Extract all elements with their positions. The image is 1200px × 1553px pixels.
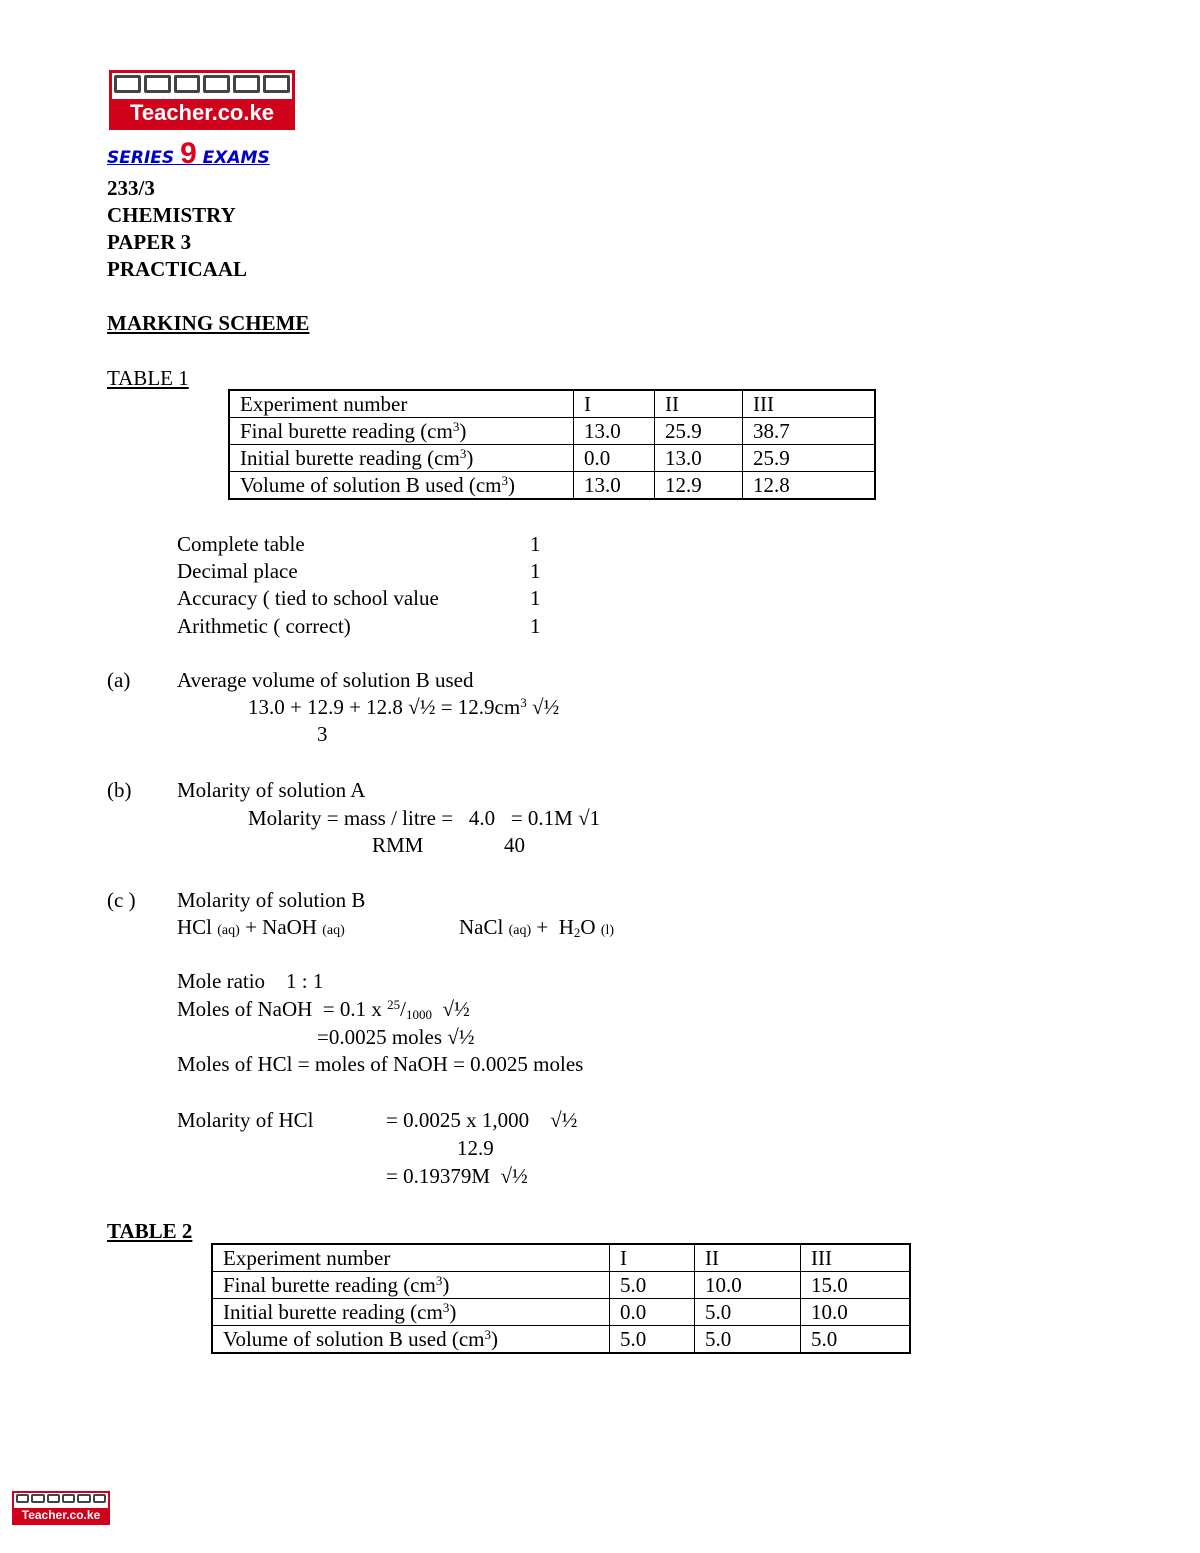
logo-tiles xyxy=(16,1494,106,1503)
cell-value: 5.0 xyxy=(801,1326,911,1354)
header-cell: Experiment number xyxy=(212,1244,610,1272)
part-a-letter: (a) xyxy=(107,668,131,692)
part-c-title: Molarity of solution B xyxy=(177,888,366,912)
cell-value: 15.0 xyxy=(801,1272,911,1299)
cell-value: 0.0 xyxy=(574,445,655,472)
part-a-denominator: 3 xyxy=(317,722,328,746)
header-cell: III xyxy=(743,390,876,418)
cell-value: 12.9 xyxy=(655,472,743,500)
mark-label: Complete table xyxy=(177,532,305,556)
part-b-forty: 40 xyxy=(504,833,525,857)
reaction-reactants: HCl (aq) + NaOH (aq) xyxy=(177,915,345,939)
paper-code: 233/3 xyxy=(107,176,155,200)
part-b-letter: (b) xyxy=(107,778,132,802)
part-b-rmm: RMM xyxy=(372,833,424,857)
cell-value: 5.0 xyxy=(610,1272,695,1299)
table2-label: TABLE 2 xyxy=(107,1219,193,1243)
cell-value: 25.9 xyxy=(655,418,743,445)
table-row xyxy=(229,445,875,472)
table-row xyxy=(212,1326,910,1354)
marking-scheme-title: MARKING SCHEME xyxy=(107,311,310,335)
series-number: 9 xyxy=(180,137,197,170)
table1-label: TABLE 1 xyxy=(107,366,189,390)
cell-value: 13.0 xyxy=(574,472,655,500)
table1 xyxy=(228,389,876,500)
cell-value: 5.0 xyxy=(695,1299,801,1326)
paper-type: PRACTICAAL xyxy=(107,257,248,281)
reaction-products: NaCl $(aq) + H_2O$ (l) xyxy=(459,915,615,940)
cell-value: 25.9 xyxy=(743,445,876,472)
header-cell: I xyxy=(574,390,655,418)
series-title xyxy=(107,137,270,171)
mole-ratio: Mole ratio 1 : 1 xyxy=(177,969,324,993)
logo-tiles xyxy=(114,75,290,93)
cell-value: 10.0 xyxy=(801,1299,911,1326)
part-c-letter: (c ) xyxy=(107,888,136,912)
cell-value: 12.8 xyxy=(743,472,876,500)
table-header-row xyxy=(229,390,875,418)
teacher-logo xyxy=(109,70,295,130)
table-row xyxy=(212,1299,910,1326)
header-cell: I xyxy=(610,1244,695,1272)
table2 xyxy=(211,1243,911,1354)
row-label: Final burette reading $(cm^3)$ xyxy=(229,418,574,445)
molarity-hcl-denominator: 12.9 xyxy=(457,1136,494,1160)
moles-naoh-result: =0.0025 moles √½ xyxy=(317,1025,475,1049)
row-label: Volume of solution B used $(cm^3)$ xyxy=(229,472,574,500)
cell-value: 0.0 xyxy=(610,1299,695,1326)
molarity-hcl-line1: = 0.0025 x 1,000 √½ xyxy=(386,1108,578,1132)
molarity-hcl-label: Molarity of HCl xyxy=(177,1108,314,1132)
mark-value: 1 xyxy=(530,614,541,638)
cell-value: 5.0 xyxy=(610,1326,695,1354)
part-a-title: Average volume of solution B used xyxy=(177,668,474,692)
row-label: Initial burette reading $(cm^3)$ xyxy=(229,445,574,472)
footer-teacher-logo xyxy=(12,1491,110,1525)
mark-label: Decimal place xyxy=(177,559,298,583)
row-label: Final burette reading $(cm^3)$ xyxy=(212,1272,610,1299)
logo-text: Teacher.co.ke xyxy=(112,99,292,127)
molarity-hcl-result: = 0.19379M √½ xyxy=(386,1164,528,1188)
table-row xyxy=(229,418,875,445)
header-cell: Experiment number xyxy=(229,390,574,418)
cell-value: 38.7 xyxy=(743,418,876,445)
table-row xyxy=(229,472,875,500)
paper-number: PAPER 3 xyxy=(107,230,192,254)
series-prefix: SERIES xyxy=(107,148,175,168)
cell-value: 13.0 xyxy=(574,418,655,445)
row-label: Volume of solution B used $(cm^3)$ xyxy=(212,1326,610,1354)
part-b-formula: Molarity = mass / litre = 4.0 = 0.1M √1 xyxy=(248,806,601,830)
header-cell: III xyxy=(801,1244,911,1272)
moles-naoh: Moles of NaOH = 0.1 x $^{25}/_{1000}$ √½ xyxy=(177,997,470,1022)
table-header-row xyxy=(212,1244,910,1272)
header-cell: II xyxy=(655,390,743,418)
mark-value: 1 xyxy=(530,559,541,583)
subject: CHEMISTRY xyxy=(107,203,236,227)
moles-hcl: Moles of HCl = moles of NaOH = 0.0025 moles xyxy=(177,1052,584,1076)
cell-value: 5.0 xyxy=(695,1326,801,1354)
mark-label: Arithmetic ( correct) xyxy=(177,614,351,638)
part-b-title: Molarity of solution A xyxy=(177,778,366,802)
header-cell: II xyxy=(695,1244,801,1272)
series-suffix: EXAMS xyxy=(202,148,270,168)
mark-value: 1 xyxy=(530,532,541,556)
footer-logo-text: Teacher.co.ke xyxy=(14,1508,108,1523)
row-label: Initial burette reading $(cm^3)$ xyxy=(212,1299,610,1326)
cell-value: 13.0 xyxy=(655,445,743,472)
cell-value: 10.0 xyxy=(695,1272,801,1299)
table-row xyxy=(212,1272,910,1299)
part-a-numerator: 13.0 + 12.9 + 12.8 √½ = $12.9cm^3$ √½ xyxy=(248,695,560,719)
mark-value: 1 xyxy=(530,586,541,610)
mark-label: Accuracy ( tied to school value xyxy=(177,586,439,610)
